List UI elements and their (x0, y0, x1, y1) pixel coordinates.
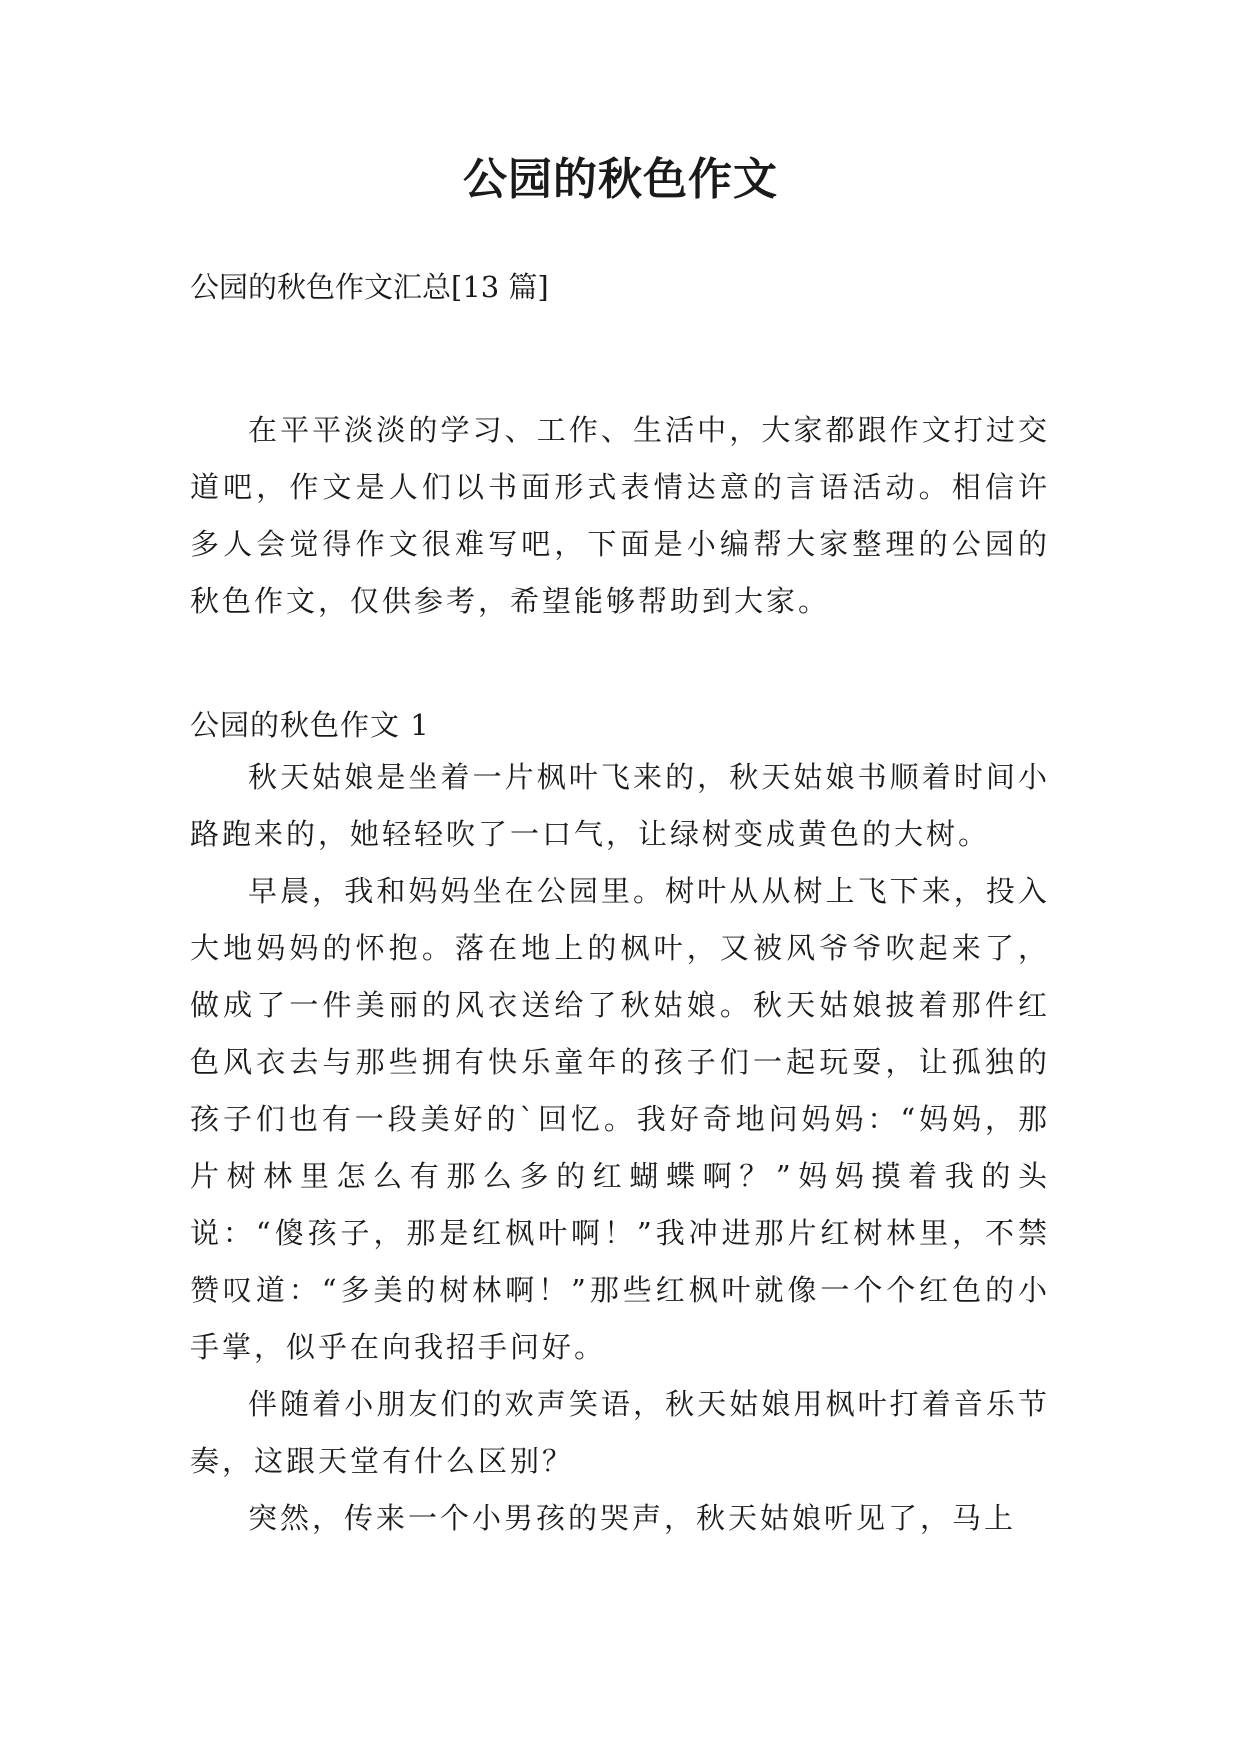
essay-paragraph: 秋天姑娘是坐着一片枫叶飞来的，秋天姑娘书顺着时间小路跑来的，她轻轻吹了一口气，让绿树变成黄色的大树。 (190, 760, 1050, 851)
essay-body (190, 749, 1050, 1547)
document-subtitle: 公园的秋色作文汇总[13 篇] (190, 270, 549, 304)
essay-paragraph: 突然，传来一个小男孩的哭声，秋天姑娘听见了，马上 (248, 1501, 1017, 1535)
essay-paragraph: 早晨，我和妈妈坐在公园里。树叶从从树上飞下来，投入大地妈妈的怀抱。落在地上的枫叶，又被风爷爷吹起来了，做成了一件美丽的风衣送给了秋姑娘。秋天姑娘披着那件红色风衣去与那些拥有快乐童年的孩子们一起玩耍，让孤独的孩子们也有一段美好的`回忆。我好奇地问妈妈：“妈妈，那片树林里怎么有那么多的红蝴蝶啊？”妈妈摸着我的头说：“傻孩子，那是红枫叶啊！”我冲进那片红树林里，不禁赞叹道：“多美的树林啊！”那些红枫叶就像一个个红色的小手掌，似乎在向我招手问好。 (190, 874, 1050, 1364)
essay-paragraph: 伴随着小朋友们的欢声笑语，秋天姑娘用枫叶打着音乐节奏，这跟天堂有什么区别？ (190, 1387, 1050, 1478)
document-title: 公园的秋色作文 (463, 154, 778, 205)
section-heading: 公园的秋色作文 1 (190, 708, 430, 742)
intro-paragraph: 在平平淡淡的学习、工作、生活中，大家都跟作文打过交道吧，作文是人们以书面形式表情达意的言语活动。相信许多人会觉得作文很难写吧，下面是小编帮大家整理的公园的秋色作文，仅供参考，希望能够帮助到大家。 (190, 413, 1050, 618)
intro-block (190, 402, 1050, 630)
